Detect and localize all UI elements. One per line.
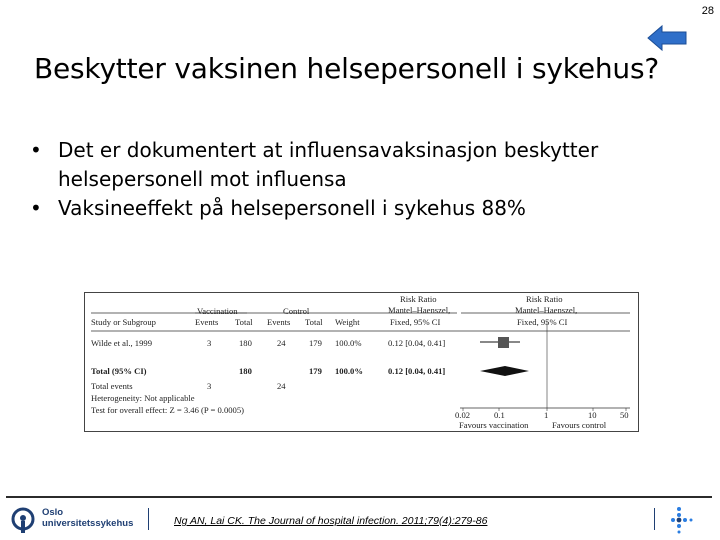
hospital-name bbox=[42, 507, 133, 529]
total-vac: 180 bbox=[239, 366, 252, 376]
overall-effect-text: Test for overall effect: Z = 3.46 (P = 0.0005) bbox=[91, 405, 244, 415]
axis-tick-label: 10 bbox=[588, 410, 597, 420]
control-header: Control bbox=[283, 306, 310, 316]
ctl-events: 24 bbox=[277, 338, 286, 348]
favours-control: Favours control bbox=[552, 420, 607, 430]
ctl-events-header: Events bbox=[267, 317, 291, 327]
bullet-item bbox=[30, 136, 710, 194]
rr-header-right-3: Fixed, 95% CI bbox=[517, 317, 568, 327]
weight-value: 100.0% bbox=[335, 338, 362, 348]
forest-plot-image bbox=[84, 292, 639, 432]
bullet-text: Vaksineeffekt på helsepersonell i sykehus 88% bbox=[58, 196, 526, 220]
rr-header-right-1: Risk Ratio bbox=[526, 294, 563, 304]
bullet-marker bbox=[30, 136, 58, 194]
rr-header-left-1: Risk Ratio bbox=[400, 294, 437, 304]
total-events-vac: 3 bbox=[207, 381, 212, 391]
total-ctl: 179 bbox=[309, 366, 322, 376]
study-name: Wilde et al., 1999 bbox=[91, 338, 152, 348]
total-weight: 100.0% bbox=[335, 366, 363, 376]
hospital-name-line2: universitetssykehus bbox=[42, 518, 134, 529]
favours-vaccination: Favours vaccination bbox=[459, 420, 529, 430]
footer-divider bbox=[148, 508, 149, 530]
axis-tick-label: 50 bbox=[620, 410, 629, 420]
footer-divider bbox=[654, 508, 655, 530]
total-events-ctl: 24 bbox=[277, 381, 286, 391]
ctl-total: 179 bbox=[309, 338, 322, 348]
hospital-logo-icon bbox=[10, 505, 40, 535]
bullet-marker bbox=[30, 194, 58, 223]
axis-tick-label: 1 bbox=[544, 410, 549, 420]
total-diamond bbox=[480, 366, 529, 376]
weight-header: Weight bbox=[335, 317, 360, 327]
bullet-text: Det er dokumentert at influensavaksinasjon beskytter helsepersonell mot influensa bbox=[58, 138, 599, 191]
rr-header-left-2: Mantel–Haenszel, bbox=[388, 305, 451, 315]
total-events-label: Total events bbox=[91, 381, 133, 391]
rr-header-left-3: Fixed, 95% CI bbox=[390, 317, 441, 327]
heterogeneity-text: Heterogeneity: Not applicable bbox=[91, 393, 195, 403]
citation-link[interactable]: Ng AN, Lai CK. The Journal of hospital infection. 2011;79(4):279-86 bbox=[174, 515, 488, 527]
vac-events: 3 bbox=[207, 338, 212, 348]
bullet-list bbox=[30, 136, 710, 223]
dots-logo-icon bbox=[664, 505, 694, 535]
axis-tick-label: 0.1 bbox=[494, 410, 505, 420]
slide-title: Beskytter vaksinen helsepersonell i sykehus? bbox=[34, 52, 659, 85]
total-label: Total (95% CI) bbox=[91, 366, 147, 376]
vac-total-header: Total bbox=[235, 317, 253, 327]
vaccination-header: Vaccination bbox=[197, 306, 238, 316]
rr-header-right-2: Mantel–Haenszel, bbox=[515, 305, 578, 315]
axis-tick-label: 0.02 bbox=[455, 410, 471, 420]
slide-number: 28 bbox=[701, 5, 714, 17]
effect-square bbox=[498, 337, 509, 348]
hospital-name-line1: Oslo bbox=[42, 507, 64, 518]
total-ci: 0.12 [0.04, 0.41] bbox=[388, 366, 446, 376]
study-header: Study or Subgroup bbox=[91, 317, 156, 327]
ci-value: 0.12 [0.04, 0.41] bbox=[388, 338, 446, 348]
ctl-total-header: Total bbox=[305, 317, 323, 327]
vac-total: 180 bbox=[239, 338, 252, 348]
bullet-item bbox=[30, 194, 710, 223]
vac-events-header: Events bbox=[195, 317, 219, 327]
back-arrow-icon[interactable] bbox=[646, 24, 688, 52]
